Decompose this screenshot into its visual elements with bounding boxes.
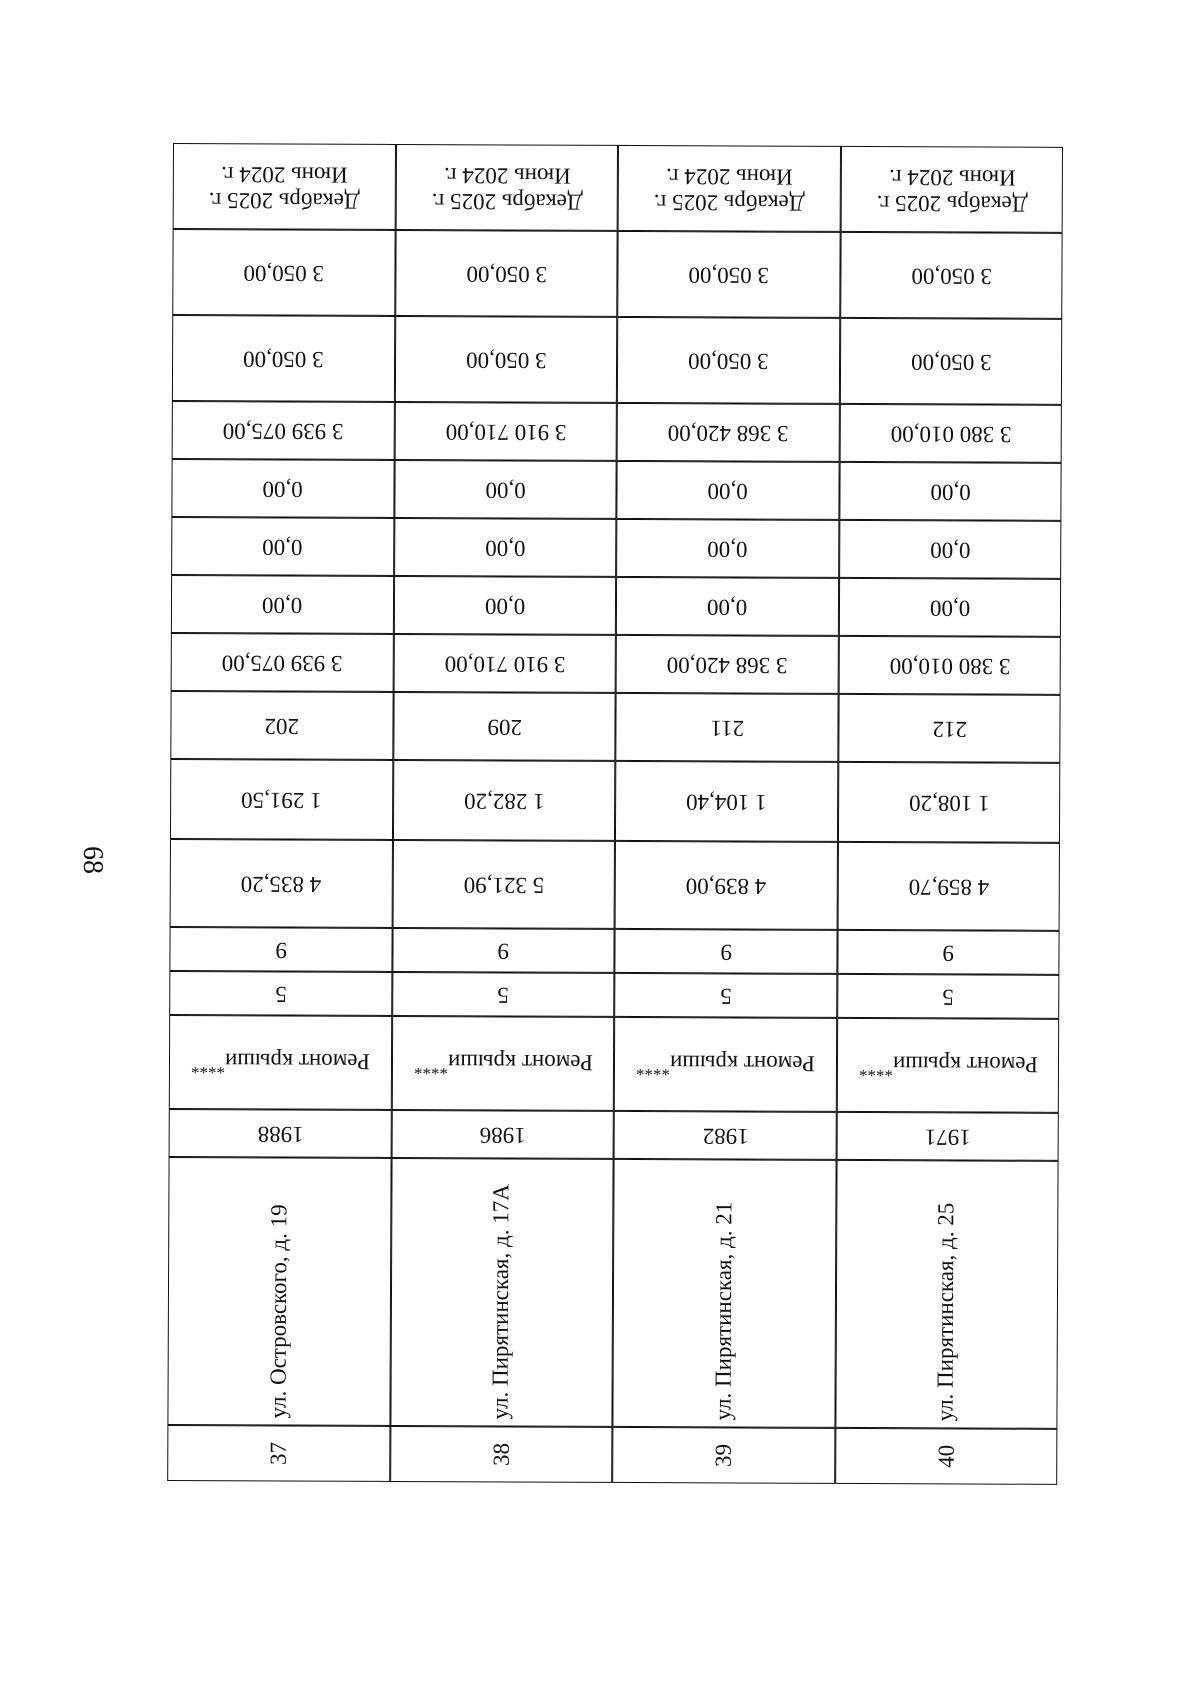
value-price1: 3 050,00 bbox=[466, 261, 547, 288]
page-number: 68 bbox=[77, 846, 108, 874]
value-area2: 1 291,50 bbox=[241, 787, 323, 814]
value-z2: 0,00 bbox=[930, 537, 971, 564]
cell-work bbox=[392, 1016, 615, 1111]
work-type: Ремонт крыши bbox=[892, 1051, 1038, 1078]
cell-total bbox=[171, 633, 394, 692]
cell-price2 bbox=[172, 315, 395, 402]
value-z2: 0,00 bbox=[707, 536, 748, 563]
value-v9: 9 bbox=[497, 938, 510, 965]
cell-area bbox=[837, 842, 1060, 931]
value-fund: 3 380 010,00 bbox=[890, 421, 1012, 448]
footnote-mark: **** bbox=[635, 1060, 671, 1080]
cell-price1 bbox=[618, 231, 841, 318]
cell-work bbox=[614, 1017, 837, 1112]
cell-address bbox=[613, 1159, 837, 1428]
cell-price1 bbox=[840, 232, 1063, 319]
value-residents: 209 bbox=[487, 714, 522, 741]
period-end: Декабрь 2025 г. bbox=[431, 188, 583, 215]
value-year: 1982 bbox=[702, 1123, 749, 1150]
cell-z1 bbox=[839, 462, 1062, 521]
value-fund: 3 368 420,00 bbox=[667, 420, 789, 447]
table-row bbox=[613, 146, 842, 1602]
address: ул. Пирятинская, д. 21 bbox=[709, 1201, 736, 1421]
cell-area2 bbox=[615, 761, 838, 842]
cell-work bbox=[837, 1018, 1060, 1113]
value-z3: 0,00 bbox=[484, 593, 526, 620]
value-z2: 0,00 bbox=[485, 535, 526, 562]
value-price2: 3 050,00 bbox=[910, 349, 992, 376]
table-row bbox=[835, 147, 1064, 1603]
row-number: 39 bbox=[710, 1444, 736, 1468]
value-area2: 1 108,20 bbox=[908, 790, 990, 817]
value-residents: 211 bbox=[710, 715, 744, 742]
cell-area bbox=[170, 839, 393, 928]
value-total: 3 380 010,00 bbox=[889, 653, 1011, 680]
value-price1: 3 050,00 bbox=[243, 260, 325, 287]
cell-v9 bbox=[615, 929, 838, 974]
cell-year bbox=[391, 1110, 614, 1159]
value-z1: 0,00 bbox=[262, 476, 304, 503]
value-z1: 0,00 bbox=[707, 478, 749, 505]
cell-z3 bbox=[394, 576, 617, 635]
value-area: 4 859,70 bbox=[908, 874, 990, 901]
value-price2: 3 050,00 bbox=[688, 348, 769, 375]
cell-price2 bbox=[840, 318, 1063, 405]
cell-z2 bbox=[839, 520, 1062, 579]
value-price2: 3 050,00 bbox=[465, 347, 547, 374]
cell-work bbox=[169, 1015, 392, 1110]
cell-address bbox=[390, 1158, 614, 1427]
cell-v9 bbox=[170, 927, 393, 972]
footnote-mark: **** bbox=[858, 1061, 893, 1081]
cell-no bbox=[390, 1426, 613, 1483]
cell-price2 bbox=[617, 317, 840, 404]
work-type: Ремонт крыши bbox=[447, 1049, 593, 1076]
value-area: 4 839,00 bbox=[686, 873, 767, 900]
value-total: 3 910 710,00 bbox=[444, 651, 566, 678]
cell-no bbox=[612, 1427, 835, 1484]
value-price1: 3 050,00 bbox=[688, 262, 770, 289]
cell-residents bbox=[616, 693, 839, 762]
cell-v5 bbox=[837, 974, 1060, 1019]
value-year: 1986 bbox=[479, 1122, 526, 1149]
cell-v5 bbox=[170, 971, 393, 1016]
cell-area bbox=[392, 840, 615, 929]
value-v9: 9 bbox=[275, 937, 287, 964]
value-z1: 0,00 bbox=[930, 479, 971, 506]
period-end: Декабрь 2025 г. bbox=[876, 190, 1028, 217]
cell-no bbox=[167, 1425, 390, 1482]
cell-period bbox=[395, 144, 618, 231]
period-start: Июнь 2024 г. bbox=[666, 163, 793, 190]
cell-total bbox=[393, 634, 616, 693]
cell-z3 bbox=[839, 578, 1062, 637]
cell-residents bbox=[838, 694, 1061, 763]
cell-total bbox=[616, 635, 839, 694]
period-start: Июнь 2024 г. bbox=[221, 161, 348, 188]
cell-year bbox=[169, 1109, 392, 1158]
cell-v5 bbox=[615, 973, 838, 1018]
value-residents: 202 bbox=[264, 713, 300, 740]
cell-z2 bbox=[171, 517, 394, 576]
value-v5: 5 bbox=[275, 981, 287, 1008]
value-area: 5 321,90 bbox=[463, 872, 545, 899]
cell-v5 bbox=[392, 972, 615, 1017]
value-z3: 0,00 bbox=[707, 594, 748, 621]
work-type: Ремонт крыши bbox=[224, 1048, 371, 1075]
footnote-mark: **** bbox=[413, 1059, 448, 1079]
value-total: 3 368 420,00 bbox=[666, 652, 788, 679]
cell-z3 bbox=[616, 577, 839, 636]
value-year: 1988 bbox=[257, 1121, 304, 1148]
cell-residents bbox=[171, 691, 394, 760]
cell-residents bbox=[393, 692, 616, 761]
address: ул. Пирятинская, д. 17А bbox=[487, 1184, 514, 1420]
row-number: 40 bbox=[933, 1445, 959, 1469]
value-price2: 3 050,00 bbox=[243, 346, 324, 373]
cell-v9 bbox=[392, 928, 615, 973]
cell-area2 bbox=[393, 760, 616, 841]
row-number: 38 bbox=[488, 1443, 514, 1467]
period-start: Июнь 2024 г. bbox=[443, 162, 571, 189]
cell-total bbox=[838, 636, 1061, 695]
cell-fund bbox=[394, 402, 617, 461]
table-row bbox=[390, 145, 619, 1601]
cell-address bbox=[835, 1160, 1059, 1429]
cell-period bbox=[618, 145, 841, 232]
cell-z1 bbox=[617, 461, 840, 520]
cell-z3 bbox=[171, 575, 394, 634]
cell-area2 bbox=[838, 762, 1061, 843]
value-price1: 3 050,00 bbox=[911, 263, 992, 290]
cell-v9 bbox=[837, 930, 1060, 975]
period-end: Декабрь 2025 г. bbox=[653, 189, 805, 216]
cell-z1 bbox=[172, 459, 395, 518]
value-residents: 212 bbox=[932, 716, 967, 742]
cell-price1 bbox=[173, 229, 396, 316]
cell-price2 bbox=[395, 316, 618, 403]
cell-year bbox=[614, 1111, 837, 1160]
cell-no bbox=[835, 1428, 1058, 1485]
cell-address bbox=[168, 1157, 392, 1426]
period-start: Июнь 2024 г. bbox=[888, 164, 1016, 190]
address: ул. Пирятинская, д. 25 bbox=[932, 1202, 959, 1422]
value-area2: 1 282,20 bbox=[463, 788, 545, 815]
cell-price1 bbox=[395, 230, 618, 317]
cell-area bbox=[615, 841, 838, 930]
value-area: 4 835,20 bbox=[241, 871, 322, 898]
value-v9: 9 bbox=[942, 940, 955, 966]
value-v9: 9 bbox=[720, 939, 732, 965]
value-total: 3 939 075,00 bbox=[221, 650, 343, 677]
cell-z2 bbox=[394, 518, 617, 577]
cell-fund bbox=[617, 403, 840, 462]
value-v5: 5 bbox=[942, 984, 955, 1010]
value-v5: 5 bbox=[720, 983, 732, 1009]
row-number: 37 bbox=[265, 1442, 291, 1466]
value-area2: 1 104,40 bbox=[686, 789, 767, 816]
footnote-mark: **** bbox=[190, 1058, 226, 1078]
cell-fund bbox=[172, 401, 395, 460]
value-z3: 0,00 bbox=[929, 595, 971, 622]
value-fund: 3 939 075,00 bbox=[222, 418, 344, 445]
works-table bbox=[168, 144, 1064, 1603]
cell-period bbox=[173, 143, 396, 230]
value-fund: 3 910 710,00 bbox=[445, 419, 567, 446]
value-z3: 0,00 bbox=[262, 592, 303, 619]
cell-z1 bbox=[394, 460, 617, 519]
cell-area2 bbox=[170, 759, 393, 840]
value-v5: 5 bbox=[497, 982, 510, 1009]
value-year: 1971 bbox=[924, 1124, 971, 1151]
address: ул. Островского, д. 19 bbox=[265, 1204, 291, 1419]
work-type: Ремонт крыши bbox=[669, 1050, 816, 1077]
value-z1: 0,00 bbox=[485, 477, 526, 504]
cell-year bbox=[836, 1112, 1059, 1161]
period-end: Декабрь 2025 г. bbox=[208, 187, 360, 214]
table-row bbox=[168, 144, 397, 1600]
cell-period bbox=[840, 146, 1063, 233]
value-z2: 0,00 bbox=[262, 534, 303, 561]
cell-z2 bbox=[616, 519, 839, 578]
cell-fund bbox=[839, 404, 1062, 463]
